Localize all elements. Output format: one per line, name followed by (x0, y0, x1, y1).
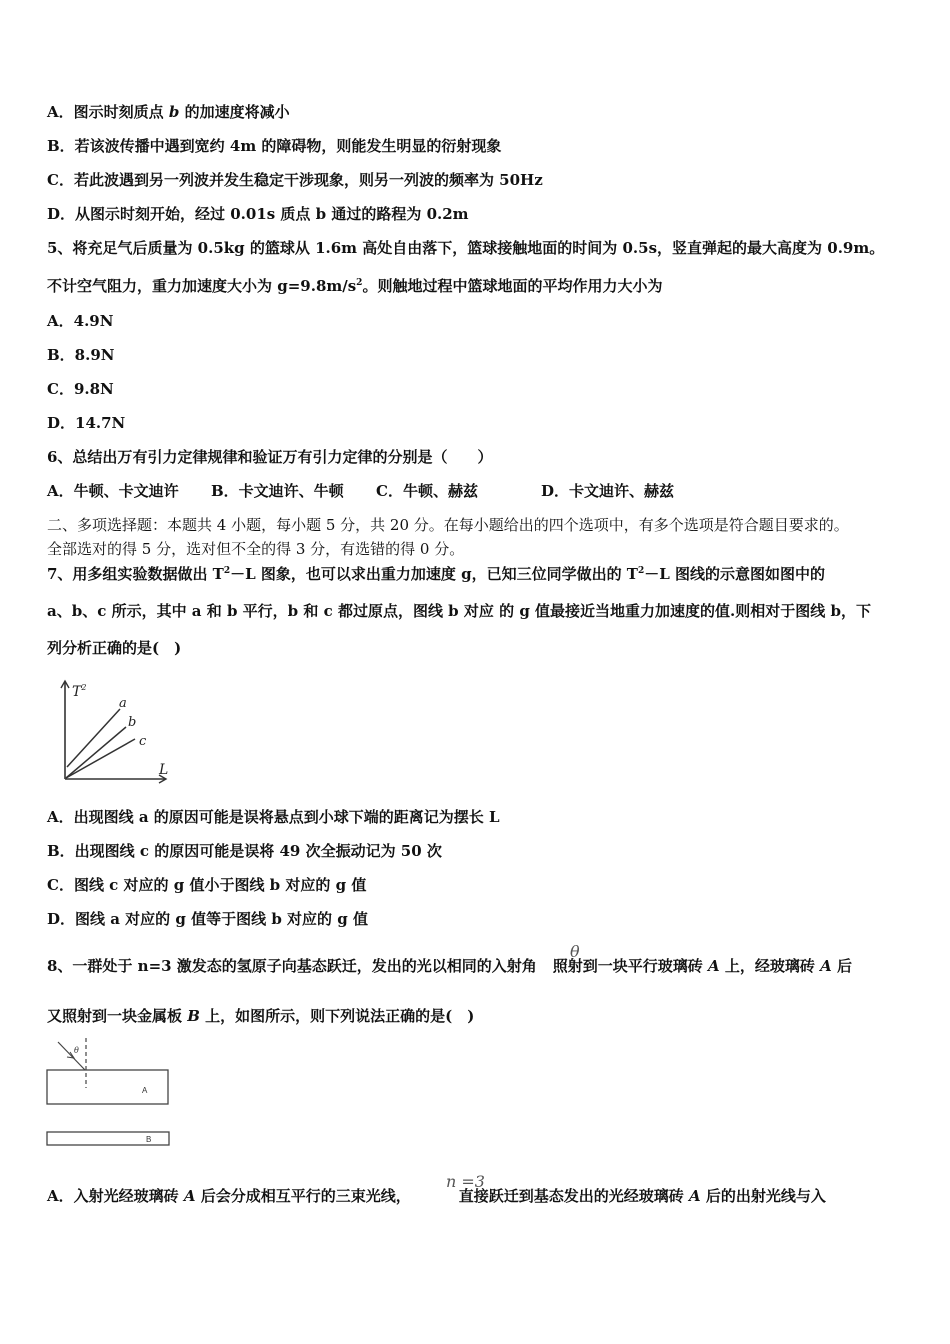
q7-option-d: D．图线 a 对应的 g 值等于图线 b 对应的 g 值 (47, 910, 368, 928)
q5-stem-line1: 5、将充足气后质量为 0.5kg 的篮球从 1.6m 高处自由落下，篮球接触地面的时间为 0.5s，竖直弹起的最大高度为 0.9m。 (47, 239, 885, 257)
q6-stem: 6、总结出万有引力定律规律和验证万有引力定律的分别是（ ） (47, 448, 493, 466)
q7-stem-line1-c: －L 图线的示意图如图中的 (644, 565, 826, 583)
q5-option-a: A．4.9N (47, 312, 114, 330)
q7-stem-line2: a、b、c 所示，其中 a 和 b 平行，b 和 c 都过原点，图线 b 对应 的 g 值最接近当地重力加速度的值.则相对于图线 b，下 (47, 602, 871, 620)
q7-stem-line1-b: －L 图象，也可以求出重力加速度 g，已知三位同学做出的 T (230, 565, 638, 583)
q8-stem-line2 (47, 1006, 474, 1026)
q8-stem-var-b: B (187, 1007, 200, 1025)
q8-stem-line1-mid2: 上，经玻璃砖 (719, 957, 821, 975)
q5-stem-line2 (47, 276, 662, 296)
q7-graph-label-a: a (119, 696, 127, 711)
q8-stem-line2-end: 上，如图所示，则下列说法正确的是( ) (199, 1007, 475, 1025)
q8-option-a-formula: n =3 (446, 1172, 485, 1191)
q6-option-c: C．牛顿、赫兹 (376, 482, 478, 500)
q8-option-a-end: 后的出射光线与入 (700, 1187, 826, 1205)
q6-option-d: D．卡文迪许、赫兹 (541, 482, 675, 500)
q7-stem-sup1: 2 (223, 566, 231, 576)
q8-theta-symbol: θ (570, 942, 580, 961)
q4-option-d: D．从图示时刻开始，经过 0.01s 质点 b 通过的路程为 0.2m (47, 205, 469, 223)
q8-stem-line1-mid: 照射到一块平行玻璃砖 (552, 957, 709, 975)
q8-setup-figure (44, 1036, 174, 1150)
q8-stem-line2-text: 又照射到一块金属板 (47, 1007, 188, 1025)
q7-graph-line-c (66, 739, 135, 778)
q8-stem-line1 (47, 956, 852, 976)
q8-option-a (47, 1186, 826, 1206)
q8-stem-line1-text: 8、一群处于 n=3 激发态的氢原子向基态跃迁，发出的光以相同的入射角 (47, 957, 537, 975)
q8-option-a-var: A (183, 1187, 196, 1205)
section2-line1: 二、多项选择题：本题共 4 小题，每小题 5 分，共 20 分。在每小题给出的四个选项中，有多个选项是符合题目要求的。 (47, 516, 849, 534)
q5-option-d: D．14.7N (47, 414, 126, 432)
q4-option-a-var: b (168, 103, 180, 121)
q8-option-a-post: 直接跃迁到基态发出的光经玻璃砖 (458, 1187, 689, 1205)
q4-option-b: B．若该波传播中遇到宽约 4m 的障碍物，则能发生明显的衍射现象 (47, 137, 502, 155)
section2-line2: 全部选对的得 5 分，选对但不全的得 3 分，有选错的得 0 分。 (47, 540, 465, 558)
q5-stem-sup: 2 (356, 278, 363, 288)
q8-stem-var-a: A (708, 957, 720, 975)
q6-option-b: B．卡文迪许、牛顿 (211, 482, 344, 500)
q7-stem-line3: 列分析正确的是( ) (47, 639, 182, 657)
q5-stem-line2-text: 不计空气阻力，重力加速度大小为 g=9.8m/s (47, 277, 357, 295)
q7-option-c: C．图线 c 对应的 g 值小于图线 b 对应的 g 值 (47, 876, 367, 894)
q7-stem-line1 (47, 564, 825, 584)
q8-stem-var-a2: A (820, 957, 832, 975)
glass-block-a-label: A (142, 1086, 148, 1095)
q5-option-b: B．8.9N (47, 346, 115, 364)
metal-plate-b-label: B (146, 1135, 152, 1144)
q7-option-b: B．出现图线 c 的原因可能是误将 49 次全振动记为 50 次 (47, 842, 442, 860)
q7-graph-y-label: $T^2$ (72, 683, 87, 700)
q5-stem-line2-end: 。则触地过程中篮球地面的平均作用力大小为 (362, 277, 663, 295)
q8-option-a-var2: A (688, 1187, 701, 1205)
q7-graph-x-label: L (159, 762, 169, 778)
q5-option-c: C．9.8N (47, 380, 114, 398)
glass-block-a (47, 1070, 168, 1104)
q7-stem-sup2: 2 (637, 566, 645, 576)
q7-graph-label-c: c (139, 734, 147, 749)
q8-stem-line1-end: 后 (831, 957, 852, 975)
q7-graph-figure (55, 676, 185, 788)
q8-angle-label: θ (74, 1046, 79, 1055)
q4-option-a (47, 102, 290, 122)
q8-option-a-text: A．入射光经玻璃砖 (47, 1187, 184, 1205)
q7-graph-label-b: b (128, 715, 137, 730)
q8-option-a-mid: 后会分成相互平行的三束光线， (195, 1187, 411, 1205)
q4-option-a-text-end: 的加速度将减小 (179, 103, 290, 121)
q4-option-c: C．若此波遇到另一列波并发生稳定干涉现象，则另一列波的频率为 50Hz (47, 171, 543, 189)
q7-option-a: A．出现图线 a 的原因可能是误将悬点到小球下端的距离记为摆长 L (47, 808, 500, 826)
q8-incident-ray (58, 1042, 85, 1070)
q6-option-a: A．牛顿、卡文迪许 (47, 482, 179, 500)
q7-stem-line1-a: 7、用多组实验数据做出 T (47, 565, 224, 583)
q4-option-a-text: A．图示时刻质点 (47, 103, 169, 121)
